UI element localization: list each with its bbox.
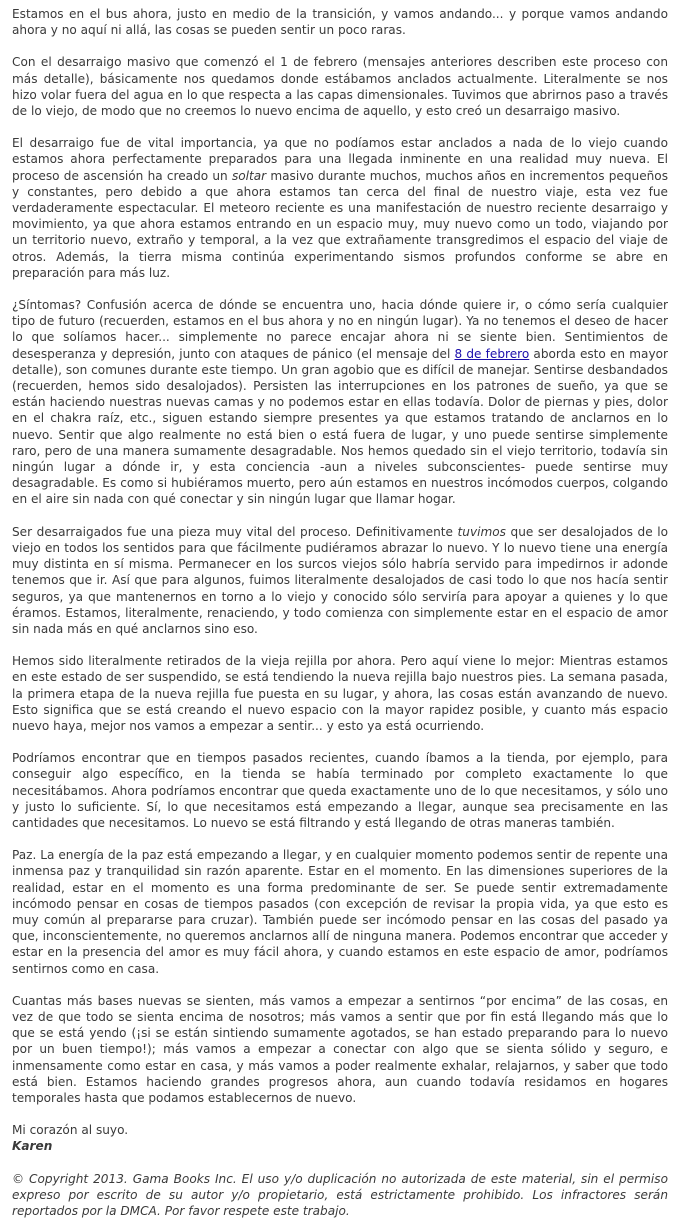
- signature-closing: Mi corazón al suyo.: [12, 1123, 129, 1138]
- paragraph-3-text-a: El desarraigo fue de vital importancia, ya que no podíamos estar anclados a nada de lo viejo cuando estamos ahora perfectamente preparados para una llegada inminente en una realidad muy nueva. El proceso de ascensión ha creado un: [12, 136, 668, 183]
- signature-name: Karen: [12, 1139, 53, 1154]
- paragraph-7: Podríamos encontrar que en tiempos pasados recientes, cuando íbamos a la tienda, por ejemplo, para conseguir algo específico, en la tienda se había terminado por completo exactamente lo que necesitábamos. Ahora podríamos encontrar que queda exactamente uno de lo que necesitamos, y sólo uno y justo lo suficiente. Sí, lo que necesitamos está empezando a llegar, aunque sea precisamente en las cantidades que necesitamos. Lo nuevo se está filtrando y está llegando de otras maneras también.: [12, 751, 668, 830]
- paragraph-2: Con el desarraigo masivo que comenzó el 1 de febrero (mensajes anteriores describen este proceso con más detalle), básicamente nos quedamos donde estábamos anclados actualmente. Literalmente se nos hizo volar fuera del agua en lo que respecta a las capas dimensionales. Tuvimos que abrirnos paso a través de lo viejo, de modo que no creemos lo nuevo encima de aquello, y esto creó un desarraigo masivo.: [12, 55, 668, 119]
- paragraph-5-emphasis: tuvimos: [457, 524, 506, 539]
- paragraph-5: [12, 524, 668, 637]
- paragraph-8: Paz. La energía de la paz está empezando a llegar, y en cualquier momento podemos sentir de repente una inmensa paz y tranquilidad sin razón aparente. Estar en el momento. En las dimensiones superiores de la realidad, estar en el momento es una forma predominante de ser. Se puede sentir extremadamente incómodo pensar en cosas de tiempos pasados (con excepción de revisar la propia vida, ya que esto es muy común al prepararse para cruzar). También puede ser incómodo pensar en las cosas del pasado ya que, inconscientemente, no queremos anclarnos allí de ninguna manera. Podemos encontrar que acceder y estar en la presencia del amor es muy fácil ahora, y cuando estamos en este espacio de amor, podríamos sentirnos como en casa.: [12, 848, 668, 976]
- paragraph-9: Cuantas más bases nuevas se sienten, más vamos a empezar a sentirnos “por encima” de las cosas, en vez de que todo se sienta encima de nosotros; más vamos a sentir que por fin está llegando más que lo que se está yendo (¡si se están sintiendo sumamente agotados, se han estado preparando para lo nuevo por un buen tiempo!); más vamos a empezar a conectar con algo que se sienta sólido y seguro, e inmensamente como estar en casa, y más vamos a poder realmente exhalar, relajarnos, y saber que todo está bien. Estamos haciendo grandes progresos ahora, aun cuando todavía residamos en hogares temporales hasta que podamos establecernos de nuevo.: [12, 993, 668, 1105]
- copyright-notice: © Copyright 2013. Gama Books Inc. El uso y/o duplicación no autorizada de este material, sin el permiso expreso por escrito de su autor y/o propietario, está estrictamente prohibido. Los infractores serán reportados por la DMCA. Por favor respete este trabajo.: [12, 1171, 668, 1218]
- signature: [12, 1122, 668, 1154]
- paragraph-5-text-a: Ser desarraigados fue una pieza muy vital del proceso. Definitivamente: [12, 524, 458, 539]
- paragraph-6: Hemos sido literalmente retirados de la vieja rejilla por ahora. Pero aquí viene lo mejor: Mientras estamos en este estado de ser suspendido, se está tendiendo la nueva rejilla bajo nuestros pies. La semana pasada, la primera etapa de la nueva rejilla fue puesta en su lugar, y ahora, las cosas están avanzando de nuevo. Esto significa que se está creando el nuevo espacio con la mayor rapidez posible, y cuanto más espacio nuevo haya, mejor nos vamos a empezar a sentir... y esto ya está ocurriendo.: [12, 654, 668, 733]
- february-8-link[interactable]: 8 de febrero: [454, 346, 530, 361]
- paragraph-3: [12, 135, 668, 281]
- paragraph-3-text-b: masivo durante muchos, muchos años en incrementos pequeños y constantes, pero debido a que ahora estamos tan cerca del final de nuestro viaje, esta vez fue verdaderamente espectacular. El meteoro reciente es una manifestación de nuestro reciente desarraigo y movimiento, ya que ahora estamos entrando en un espacio muy, muy nuevo como un todo, viajando por un territorio nuevo, extraño y temporal, a la vez que extrañamente transgredimos el espacio del viaje de otros. Además, la tierra misma continúa experimentando sismos profundos conforme se abre en preparación para más luz.: [12, 168, 669, 280]
- paragraph-4: [12, 297, 668, 508]
- paragraph-4-text-a: ¿Síntomas? Confusión acerca de dónde se encuentra uno, hacia dónde quiere ir, o cómo sería cualquier tipo de futuro (recuerden, estamos en el bus ahora y no en ningún lugar). Ya no tenemos el deseo de hacer lo que solíamos hacer... simplemente no parece encajar ahora ni se siente bien. Sentimientos de desesperanza y depresión, junto con ataques de pánico (el mensaje del: [12, 298, 668, 361]
- paragraph-3-emphasis: soltar: [231, 168, 267, 183]
- paragraph-1: Estamos en el bus ahora, justo en medio de la transición, y vamos andando... y porque vamos andando ahora y no aquí ni allá, las cosas se pueden sentir un poco raras.: [12, 7, 668, 38]
- paragraph-5-text-b: que ser desalojados de lo viejo en todos los sentidos para que fácilmente pudiéramos abrazar lo nuevo. Y lo nuevo tiene una energía muy distinta en sí misma. Permanecer en los surcos viejos sólo habría servido para impedirnos ir adonde tenemos que ir. Así que para algunos, fuimos literalmente desalojados de casi todo lo que nos hacía sentir seguros, ya que mantenernos en torno a lo viejo y conocido sólo serviría para apoyar a quienes y lo que éramos. Estamos, literalmente, renaciendo, y todo comienza con simplemente estar en el espacio de amor sin nada más en qué anclarnos sino eso.: [12, 524, 668, 636]
- paragraph-4-text-b: aborda esto en mayor detalle), son comunes durante este tiempo. Un gran agobio que es difícil de manejar. Sentirse desbandados (recuerden, hemos sido desalojados). Persisten las interrupciones en los patrones de sueño, ya que se están haciendo nuestras nuevas camas y no podemos estar en ellas todavía. Dolor de piernas y pies, dolor en el chakra raíz, etc., siguen estando siempre presentes ya que estamos tratando de anclarnos en lo nuevo. Sentir que algo realmente no está bien o está fuera de lugar, y uno puede sentirse simplemente raro, pero de una manera sumamente desagradable. Nos hemos quedado sin el viejo territorio, todavía sin ningún lugar a dónde ir, y esta conciencia -aun a niveles subconscientes- puede sentirse muy desagradable. Es como si hubiéramos muerto, pero aún estamos en nuestros incómodos cuerpos, colgando en el aire sin nada con qué conectar y sin ningún lugar que llamar hogar.: [12, 346, 668, 507]
